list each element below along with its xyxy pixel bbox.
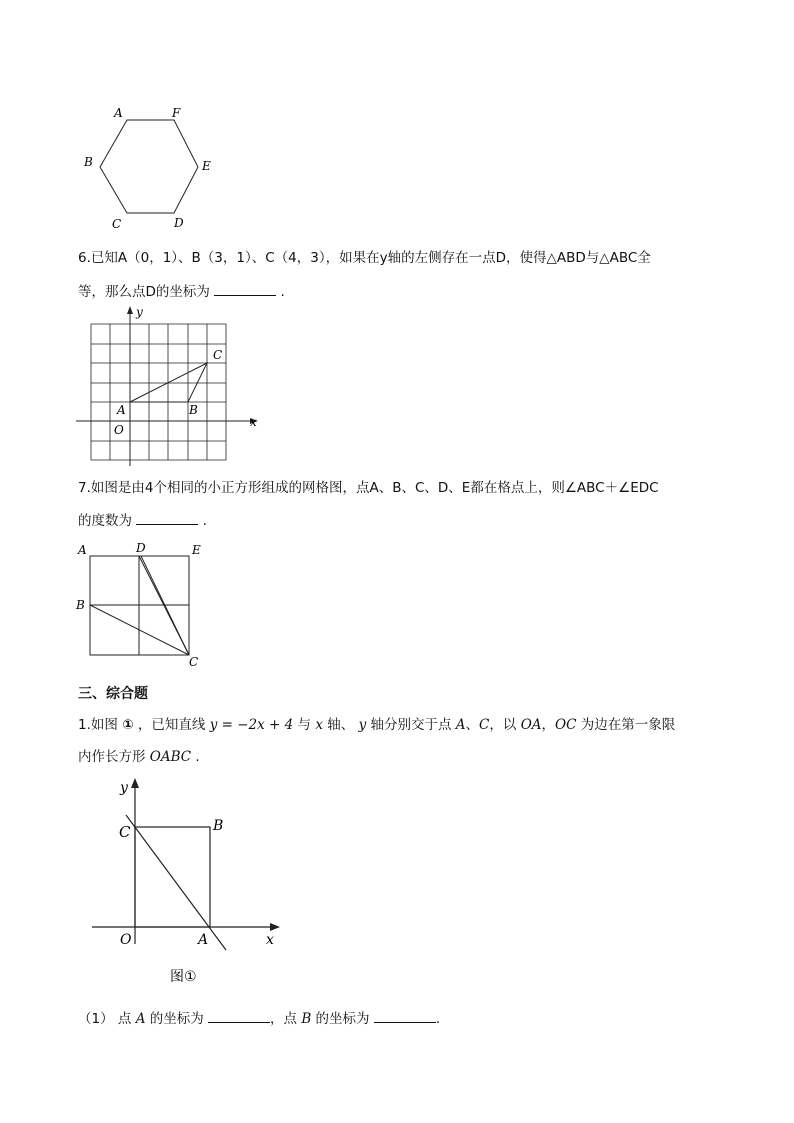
q1-label-c: C <box>119 823 131 841</box>
q6-label-c: C <box>213 348 223 362</box>
q7-line2-prefix: 的度数为 <box>78 513 132 529</box>
q6-line2-prefix: 等，那么点D的坐标为 <box>78 284 210 300</box>
q6-label-x: x <box>250 415 257 429</box>
q6-y-arrow-icon <box>127 306 133 314</box>
q6-label-b: B <box>189 403 198 417</box>
q1-label-o: O <box>120 932 132 948</box>
label-e: E <box>202 159 211 173</box>
q1-label-x: x <box>266 932 274 948</box>
q6-line1: 6.已知A（0，1）、B（3，1）、C（4，3），如果在y轴的左侧存在一点D，使得△ABD与△ABC全 <box>78 250 651 266</box>
section-heading: 三、综合题 <box>78 686 148 702</box>
q1-sub1-mid2: 的坐标为 <box>315 1011 370 1027</box>
q6-answer-blank[interactable] <box>214 281 276 296</box>
q1-sub1-end: . <box>435 1011 441 1027</box>
q1-label-b: B <box>213 818 224 834</box>
hexagon-shape <box>100 120 198 213</box>
q6-triangle <box>130 363 207 402</box>
q1-fig-ref: ① <box>122 717 134 733</box>
label-a: A <box>114 106 123 120</box>
q1-label-y: y <box>120 780 128 796</box>
q1-label-a: A <box>198 932 209 948</box>
q1-point-c: C <box>479 717 490 733</box>
q1-line2 <box>78 748 200 766</box>
q7-answer-blank[interactable] <box>136 510 198 525</box>
q1-oabc: OABC <box>149 749 192 765</box>
q1-comma: ， <box>541 717 556 733</box>
q7-label-b: B <box>76 598 85 612</box>
q1-text-f: 轴分别交于点 <box>370 717 452 733</box>
q1-text-d: 与 <box>297 717 312 733</box>
q1-equation: y = −2x + 4 <box>209 717 294 733</box>
q1-sub1-point-a: A <box>135 1011 146 1027</box>
q1-x-var: x <box>315 717 323 733</box>
label-b: B <box>84 155 93 169</box>
label-d: D <box>174 216 184 230</box>
q1-text-line2a: 内作长方形 <box>78 749 146 765</box>
hexagon-figure <box>78 100 228 235</box>
q1-x-arrow-icon <box>270 923 280 931</box>
q1-text-line2b: . <box>195 749 200 765</box>
q1-text-c: ，已知直线 <box>137 717 206 733</box>
q1-text-a: 1.如图 <box>78 717 118 733</box>
q1-line-ac <box>126 815 226 950</box>
label-f: F <box>172 106 181 120</box>
q6-line2 <box>78 281 285 301</box>
q1-y-var: y <box>358 717 367 733</box>
q6-label-a: A <box>117 403 126 417</box>
q7-label-e: E <box>192 543 201 557</box>
q1-y-arrow-icon <box>131 778 139 788</box>
q1-figure <box>84 772 294 992</box>
q7-line2-suffix: . <box>202 513 207 529</box>
q1-oa: OA <box>520 717 542 733</box>
q7-label-a: A <box>78 543 87 557</box>
q1-sub1 <box>78 1008 440 1028</box>
q6-line2-suffix: . <box>280 284 285 300</box>
q7-line2 <box>78 510 207 530</box>
q7-grid-figure <box>72 538 212 670</box>
q6-label-o: O <box>114 423 124 437</box>
q6-grid <box>91 324 226 460</box>
q7-label-d: D <box>136 541 146 555</box>
q1-point-a: A <box>455 717 466 733</box>
q1-text-e: 轴、 <box>327 717 355 733</box>
q6-grid-figure <box>72 304 272 474</box>
q1-text-i: 为边在第一象限 <box>580 717 676 733</box>
q1-oc: OC <box>555 717 577 733</box>
q7-label-c: C <box>189 655 199 669</box>
label-c: C <box>112 217 122 231</box>
q1-line1 <box>78 716 675 734</box>
q1-sub1-prefix: （1） 点 <box>78 1011 132 1027</box>
q1-caption: 图① <box>170 969 197 985</box>
q1-text-g: 、 <box>465 717 480 733</box>
q1-sub1-blank-b[interactable] <box>374 1008 436 1023</box>
q1-text-h: ，以 <box>489 717 517 733</box>
q1-sub1-comma: ，点 <box>270 1011 298 1027</box>
q1-sub1-point-b: B <box>301 1011 312 1027</box>
q6-label-y: y <box>136 305 143 319</box>
q7-line1: 7.如图是由4个相同的小正方形组成的网格图，点A、B、C、D、E都在格点上，则∠ABC＋∠EDC <box>78 480 659 496</box>
q1-sub1-blank-a[interactable] <box>208 1008 270 1023</box>
q1-sub1-mid: 的坐标为 <box>149 1011 204 1027</box>
